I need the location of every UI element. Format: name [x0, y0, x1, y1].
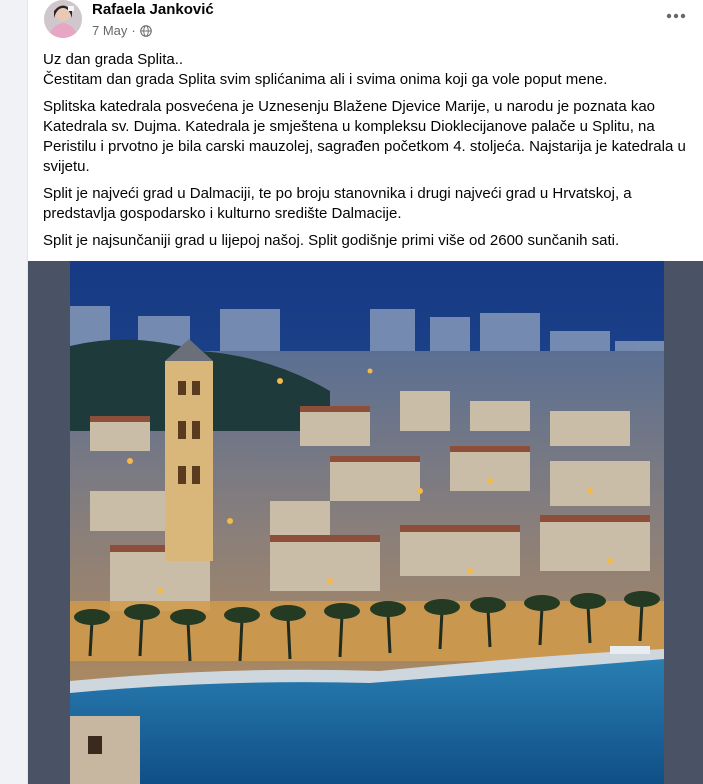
author-avatar[interactable] — [44, 0, 82, 38]
split-city-photo[interactable] — [70, 261, 664, 784]
post-photo-container[interactable] — [28, 261, 703, 784]
avatar-image — [44, 0, 82, 38]
more-options-button[interactable] — [662, 6, 690, 26]
meta-separator: · — [131, 23, 136, 38]
post-paragraph-4: Split je najsunčaniji grad u lijepoj našoj. Split godišnje primi više od 2600 sunčanih sati. — [43, 232, 620, 249]
post-card — [27, 0, 703, 784]
post-header — [42, 0, 692, 44]
globe-icon[interactable] — [140, 25, 152, 37]
paragraph-1-line-1: Uz dan grada Splita.. — [43, 51, 184, 68]
post-paragraph-2: Splitska katedrala posvećena je Uznesenju Blažene Djevice Marije, u narodu je poznata kao Katedrala sv. Dujma. Katedrala je smještena u kompleksu Dioklecijanove palače u Splitu, na Peristilu i prvotno je bila carski mauzolej, sagrađen početkom 4. stoljeća. Najstarija je katedrala u svijetu. — [43, 98, 686, 175]
post-date[interactable]: 7 May — [92, 23, 128, 38]
post-paragraph-3: Split je najveći grad u Dalmaciji, te po broju stanovnika i drugi najveći grad u Hrvatskoj, a predstavlja gospodarsko i kulturno središte Dalmacije. — [43, 185, 632, 222]
author-name[interactable]: Rafaela Janković — [92, 1, 214, 18]
more-horizontal-icon — [666, 13, 686, 19]
post-paragraph-1 — [43, 50, 691, 90]
post-meta — [92, 23, 152, 38]
post-body — [43, 50, 691, 258]
paragraph-1-line-2: Čestitam dan grada Splita svim splićanima ali i svima onima koji ga vole poput mene. — [43, 71, 608, 88]
